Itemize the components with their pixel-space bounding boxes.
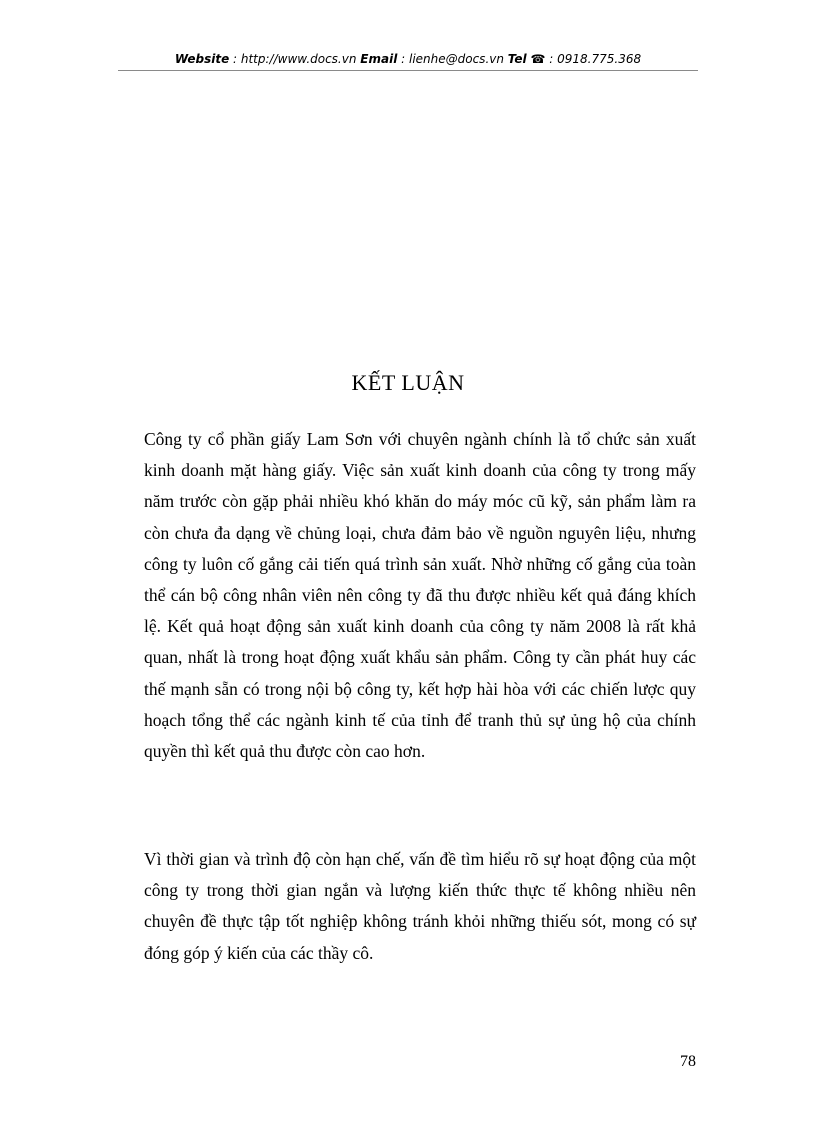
page-number: 78 xyxy=(680,1053,696,1070)
email-label: Email xyxy=(360,52,398,66)
website-label: Website xyxy=(174,52,230,66)
header-divider xyxy=(118,70,698,71)
body-paragraph: Vì thời gian và trình độ còn hạn chế, vấn đề tìm hiểu rõ sự hoạt động của một công ty trong thời gian ngắn và lượng kiến thức thực tế không nhiều nên chuyên đề thực tập tốt nghiệp không tránh khỏi những thiếu sót, mong có sự đóng góp ý kiến của các thầy cô. xyxy=(144,849,696,963)
body-paragraph: Công ty cổ phần giấy Lam Sơn với chuyên ngành chính là tổ chức sản xuất kinh doanh mặt hàng giấy. Việc sản xuất kinh doanh của công ty trong mấy năm trước còn gặp phải nhiều khó khăn do máy móc cũ kỹ, sản phẩm làm ra còn chưa đa dạng về chủng loại, chưa đảm bảo về nguồn nguyên liệu, nhưng công ty luôn cố gắng cải tiến quá trình sản xuất. Nhờ những cố gắng của toàn thể cán bộ công nhân viên nên công ty đã thu được nhiều kết quả đáng khích lệ. Kết quả hoạt động sản xuất kinh doanh của công ty năm 2008 là rất khả quan, nhất là trong hoạt động xuất khẩu sản phẩm. Công ty cần phát huy các thế mạnh sẵn có trong nội bộ công ty, kết hợp hài hòa với các chiến lược quy hoạch tổng thể các ngành kinh tế của tỉnh để tranh thủ sự ủng hộ của chính quyền thì kết quả thu được còn cao hơn. xyxy=(144,429,696,762)
page-header xyxy=(118,50,698,68)
page-title: KẾT LUẬN xyxy=(351,370,465,395)
email-address[interactable]: : lienhe@docs.vn xyxy=(397,52,508,66)
website-url[interactable]: : http://www.docs.vn xyxy=(229,52,361,66)
tel-number: : 0918.775.368 xyxy=(545,52,642,66)
phone-icon: ☎ xyxy=(530,52,546,66)
tel-label: Tel xyxy=(507,52,527,66)
